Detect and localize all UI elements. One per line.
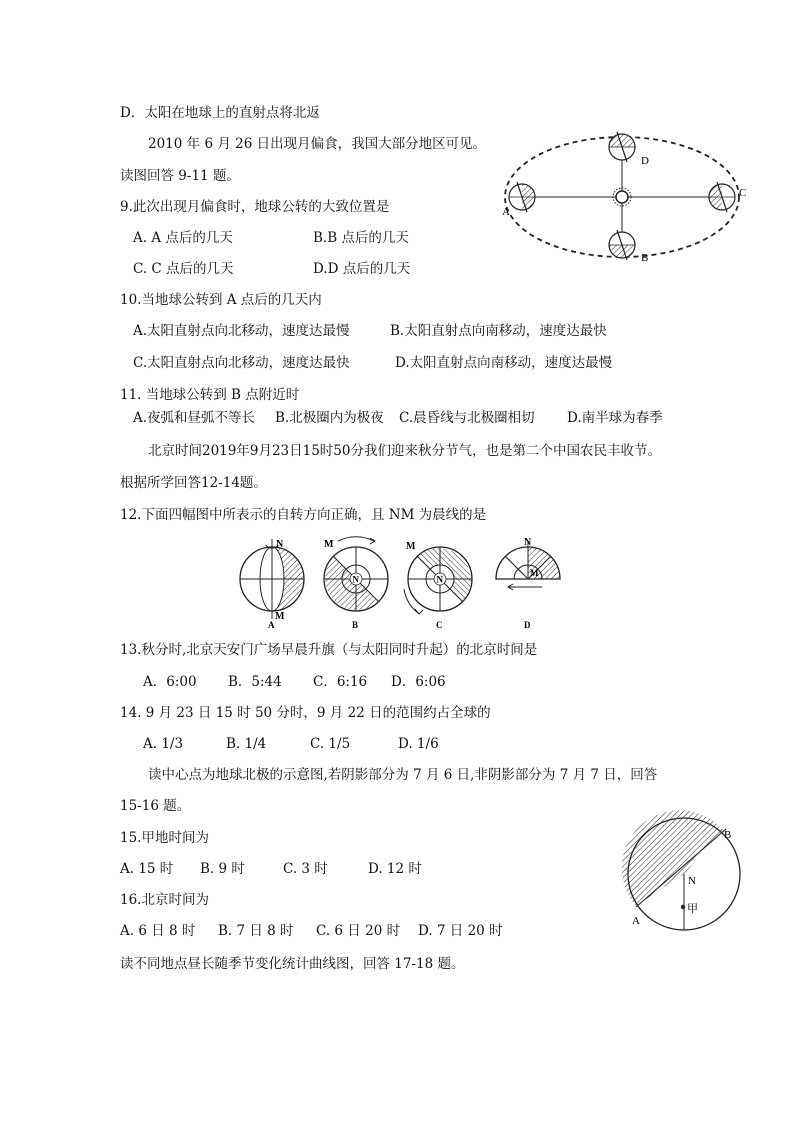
q12-caption-d: D xyxy=(524,620,531,630)
q15-option-c: C. 3 时 xyxy=(283,861,328,877)
q12-caption-c: C xyxy=(436,620,443,630)
earth-icon-a xyxy=(509,182,535,212)
pole-label-b: B xyxy=(724,829,732,841)
q12-d-n: N xyxy=(524,537,532,548)
intro-12-14-read: 根据所学回答12-14题。 xyxy=(120,475,267,491)
q14-option-b: B. 1/4 xyxy=(226,736,267,752)
q12-c-m: M xyxy=(406,541,416,552)
q12-a-n: N xyxy=(276,539,284,550)
q13-option-c: C．6:16 xyxy=(313,674,368,690)
question-11: 11. 当地球公转到 B 点附近时 xyxy=(120,387,300,403)
q10-option-c: C.太阳直射点向北移动，速度达最快 xyxy=(133,355,350,371)
q12-c-n: N xyxy=(436,574,443,585)
question-16: 16.北京时间为 xyxy=(120,892,209,908)
q12-b-m: M xyxy=(324,539,334,550)
question-14: 14. 9 月 23 日 15 时 50 分时，9 月 22 日的范围约占全球的 xyxy=(120,705,491,721)
q12-d-m: M xyxy=(530,568,539,578)
question-13: 13.秋分时,北京天安门广场早晨升旗（与太阳同时升起）的北京时间是 xyxy=(120,642,538,658)
pole-label-n: N xyxy=(688,875,696,887)
q9-option-a: A. A 点后的几天 xyxy=(133,230,233,246)
q15-option-b: B. 9 时 xyxy=(200,861,245,877)
q15-option-d: D. 12 时 xyxy=(368,861,422,877)
intro-15-16: 读中心点为地球北极的示意图,若阴影部分为 7 月 6 日,非阴影部分为 7 月 7 日，回答 xyxy=(148,767,658,783)
q16-option-a: A. 6 日 8 时 xyxy=(120,923,196,939)
intro-12-14: 北京时间2019年9月23日15时50分我们迎来秋分节气，也是第二个中国农民丰收节。 xyxy=(148,443,661,459)
orbit-label-c: C xyxy=(739,187,747,199)
q16-option-c: C. 6 日 20 时 xyxy=(316,923,401,939)
q14-option-a: A. 1/3 xyxy=(143,736,184,752)
q12-figure-d xyxy=(496,537,560,590)
q13-option-b: B．5:44 xyxy=(228,674,282,690)
intro-17-18: 读不同地点昼长随季节变化统计曲线图，回答 17-18 题。 xyxy=(120,956,465,972)
q12-figure-c xyxy=(404,541,472,614)
question-9: 9.此次出现月偏食时，地球公转的大致位置是 xyxy=(120,199,390,215)
orbit-label-d: D xyxy=(641,155,649,167)
q16-option-b: B. 7 日 8 时 xyxy=(218,923,294,939)
orbit-label-a: A xyxy=(502,206,510,218)
q11-option-a: A.夜弧和昼弧不等长 xyxy=(133,410,256,426)
q12-figure-a xyxy=(240,539,304,622)
pole-label-a: A xyxy=(632,915,640,927)
orbit-label-b: B xyxy=(641,252,649,264)
q12-caption-b: B xyxy=(352,620,359,630)
pole-label-jia: 甲 xyxy=(687,903,698,915)
q9-option-b: B.B 点后的几天 xyxy=(313,230,409,246)
earth-icon-b xyxy=(609,230,635,260)
q12-caption-a: A xyxy=(268,620,275,630)
q11-option-d: D.南半球为春季 xyxy=(567,410,663,426)
option-d-previous: D．太阳在地球上的直射点将北返 xyxy=(120,105,320,121)
q12-a-m: M xyxy=(275,611,285,622)
q12-figures xyxy=(234,532,574,632)
q15-option-a: A. 15 时 xyxy=(120,861,174,877)
q11-option-c: C.晨昏线与北极圈相切 xyxy=(399,410,535,426)
q12-figure-b xyxy=(324,537,388,611)
sun-icon xyxy=(613,188,631,206)
orbit-figure xyxy=(500,122,760,272)
q13-option-d: D．6:06 xyxy=(391,674,446,690)
question-10: 10.当地球公转到 A 点后的几天内 xyxy=(120,292,322,308)
q10-option-b: B.太阳直射点向南移动，速度达最快 xyxy=(390,323,607,339)
q12-b-n: N xyxy=(352,574,359,585)
q16-option-d: D. 7 日 20 时 xyxy=(418,923,503,939)
question-12: 12.下面四幅图中所表示的自转方向正确，且 NM 为晨线的是 xyxy=(120,507,487,523)
question-15: 15.甲地时间为 xyxy=(120,830,209,846)
q10-option-a: A.太阳直射点向北移动，速度达最慢 xyxy=(133,323,350,339)
q13-option-a: A．6:00 xyxy=(143,674,197,690)
shaded-region xyxy=(622,810,723,906)
q14-option-c: C. 1/5 xyxy=(310,736,351,752)
intro-9-11-read: 读图回答 9-11 题。 xyxy=(120,168,240,184)
jia-point xyxy=(681,905,685,909)
q14-option-d: D. 1/6 xyxy=(398,736,439,752)
intro-15-16-tail: 15-16 题。 xyxy=(120,798,191,814)
q9-option-c: C. C 点后的几天 xyxy=(133,261,234,277)
north-pole-figure xyxy=(626,812,756,932)
q11-option-b: B.北极圈内为极夜 xyxy=(275,410,384,426)
q9-option-d: D.D 点后的几天 xyxy=(313,261,411,277)
intro-9-11: 2010 年 6 月 26 日出现月偏食，我国大部分地区可见。 xyxy=(148,136,487,152)
earth-icon-c xyxy=(709,182,735,212)
q10-option-d: D.太阳直射点向南移动，速度达最慢 xyxy=(395,355,613,371)
